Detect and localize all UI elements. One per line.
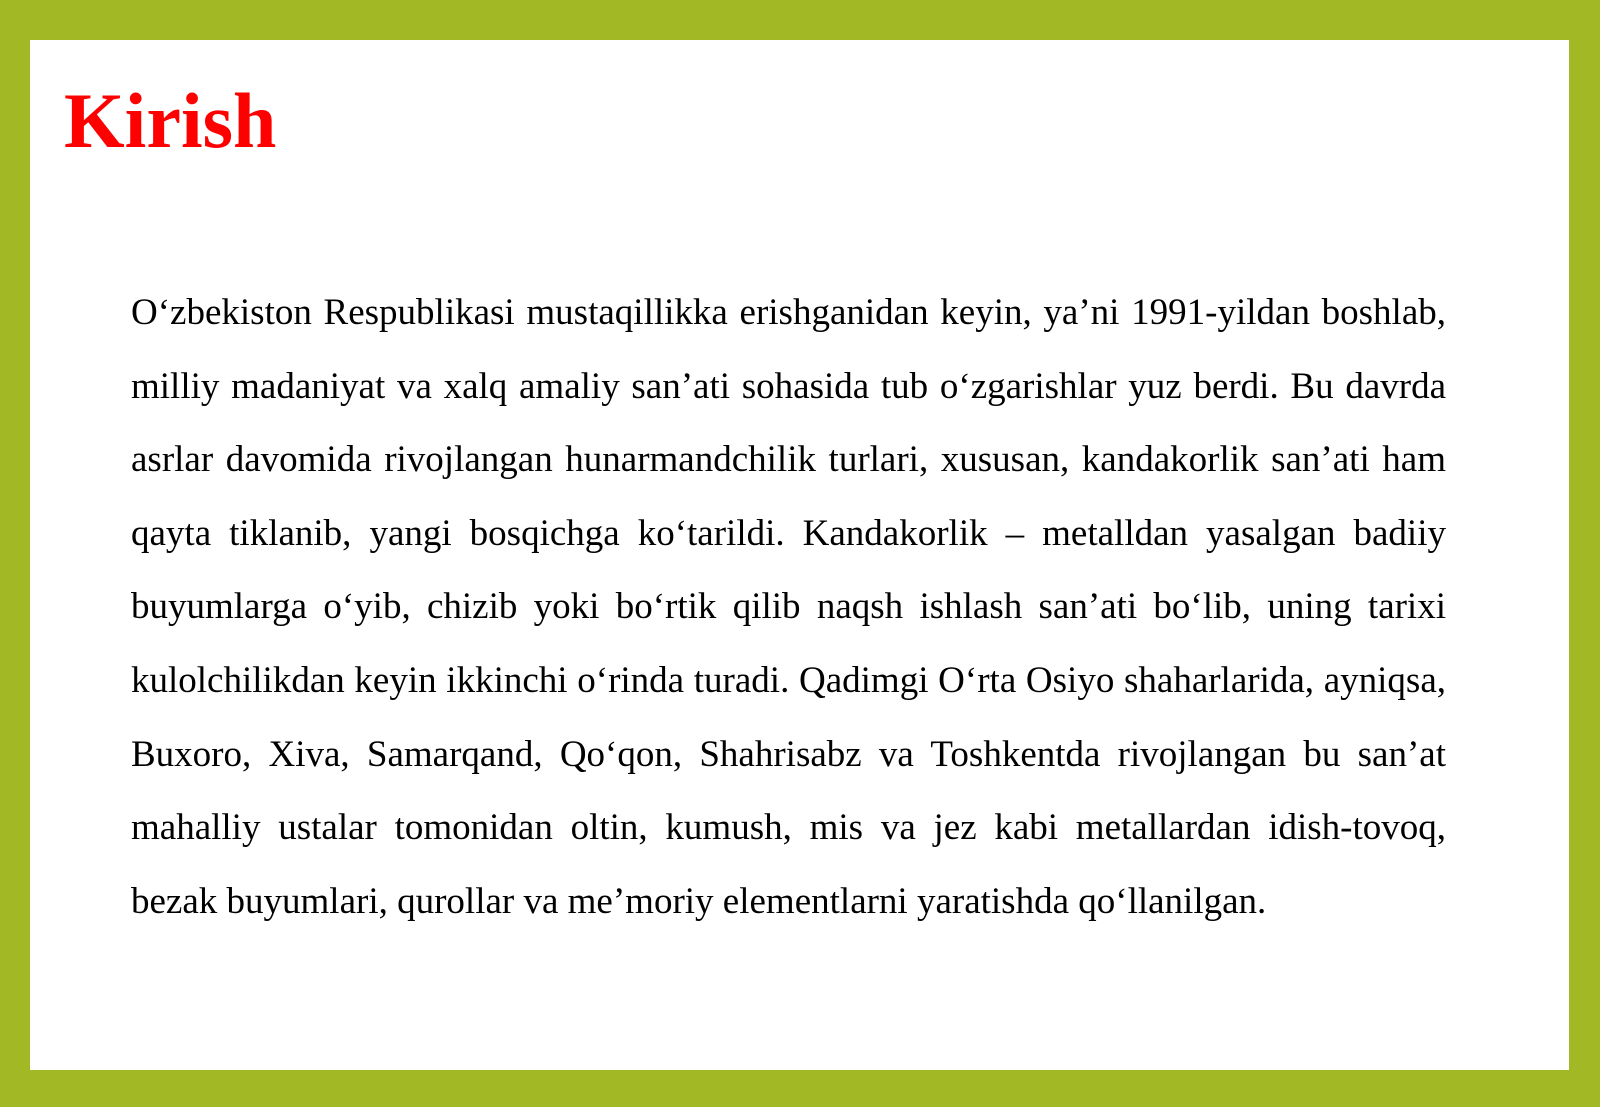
- slide-canvas: [30, 40, 1569, 1070]
- slide-body-text: O‘zbekiston Respublikasi mustaqillikka erishganidan keyin, ya’ni 1991-yildan boshlab, milliy madaniyat va xalq amaliy san’ati sohasida tub o‘zgarishlar yuz berdi. Bu davrda asrlar davomida rivojlangan hunarmandchilik turlari, xususan, kandakorlik san’ati ham qayta tiklanib, yangi bosqichga ko‘tarildi. Kandakorlik – metalldan yasalgan badiiy buyumlarga o‘yib, chizib yoki bo‘rtik qilib naqsh ishlash san’ati bo‘lib, uning tarixi kulolchilikdan keyin ikkinchi o‘rinda turadi. Qadimgi O‘rta Osiyo shaharlarida, ayniqsa, Buxoro, Xiva, Samarqand, Qo‘qon, Shahrisabz va Toshkentda rivojlangan bu san’at mahalliy ustalar tomonidan oltin, kumush, mis va jez kabi metallardan idish-tovoq, bezak buyumlari, qurollar va me’moriy elementlarni yaratishda qo‘llanilgan.: [131, 292, 1446, 922]
- slide-title: Kirish: [64, 77, 277, 164]
